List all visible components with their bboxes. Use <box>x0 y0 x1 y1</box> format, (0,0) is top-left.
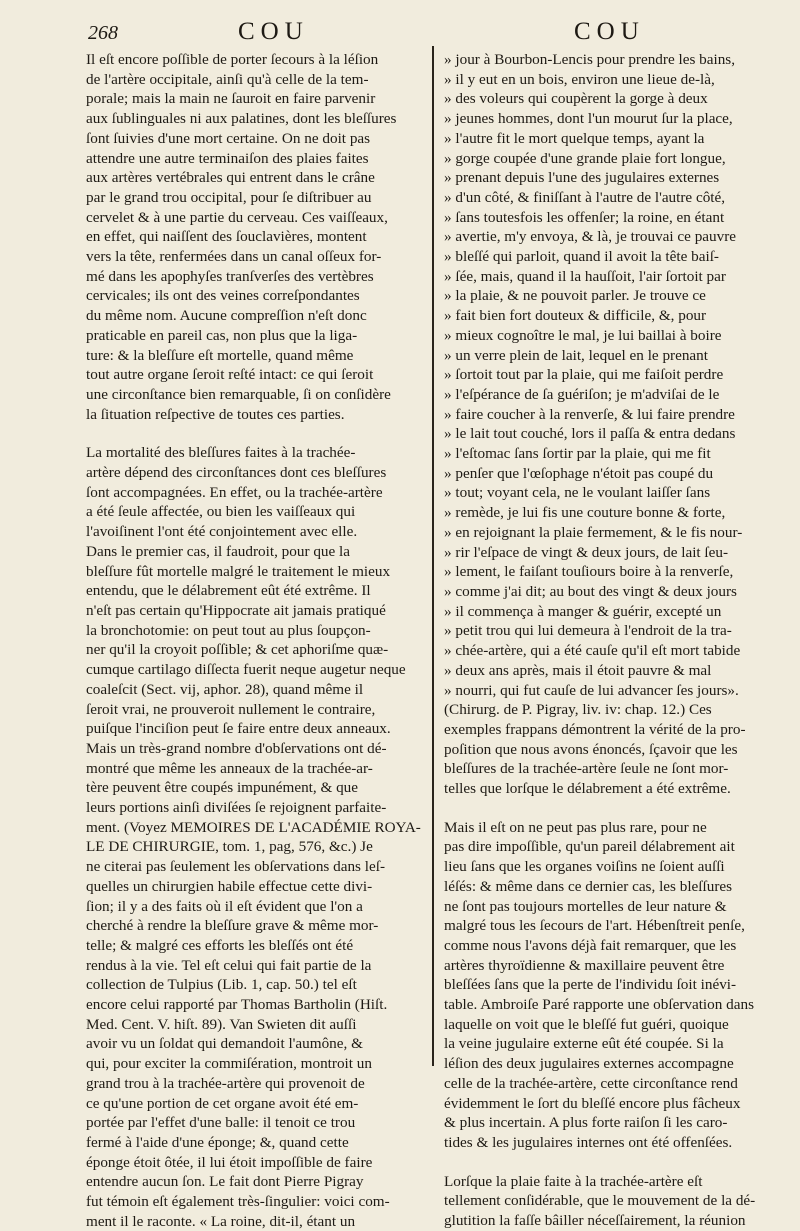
text-line: telles que lorſque le délabrement a été extrême. <box>444 780 731 798</box>
text-line: » nourri, qui fut cauſe de lui advancer ſes jours». <box>444 681 739 699</box>
text-line: ner qu'il la croyoit poſſible; & cet aphoriſme quæ- <box>86 641 389 659</box>
text-line: » petit trou qui lui demeura à l'endroit de la tra- <box>444 622 732 640</box>
text-line: aux ſublinguales ni aux palatines, dont les bleſſures <box>86 110 397 128</box>
text-line: » deux ans après, mais il étoit pauvre & mal <box>444 661 712 679</box>
text-line: » ſans toutesfois les offenſer; la roine, en étant <box>444 208 725 226</box>
text-line: artères thyroïdienne & maxillaire peuvent être <box>444 956 725 974</box>
text-line: quelles un chirurgien habile effectue cette divi- <box>86 877 373 895</box>
text-line: » fait bien fort douteux & difficile, &, pour <box>444 307 707 325</box>
text-line: » ſée, mais, quand il la hauſſoit, l'air ſortoit par <box>444 267 726 285</box>
text-line: coaleſcit (Sect. vij, aphor. 28), quand même il <box>86 680 364 698</box>
text-line: fermé à l'aide d'une éponge; &, quand cette <box>86 1133 349 1151</box>
text-line: » rir l'eſpace de vingt & deux jours, de lait ſeu- <box>444 543 729 561</box>
text-line: portée par l'effet d'une balle: il tenoit ce trou <box>86 1114 356 1132</box>
text-line: laquelle on voit que le bleſſé fut guéri, quoique <box>444 1015 729 1033</box>
paragraph-gap <box>86 424 429 443</box>
text-line: ſeroit vrai, ne prouveroit nullement le contraire, <box>86 700 376 718</box>
page-number: 268 <box>88 22 118 44</box>
text-line: » l'eſtomac ſans ſortir par la plaie, qui me fit <box>444 445 711 463</box>
running-head-left: COU <box>238 18 309 45</box>
text-line: table. Ambroiſe Paré rapporte une obſervation dans <box>444 996 754 1014</box>
text-line: puiſque l'inciſion peut ſe faire entre deux anneaux. <box>86 720 391 738</box>
text-line: tout autre organe ſeroit reſté intact: ce qui ſeroit <box>86 366 374 384</box>
column-divider <box>432 46 434 1066</box>
paragraph-gap <box>444 1153 778 1172</box>
text-line: attendre une autre terminaiſon des plaies faites <box>86 149 369 167</box>
text-line: » la plaie, & ne pouvoit parler. Je trouve ce <box>444 287 706 305</box>
text-line: ne citerai pas ſeulement les obſervations dans leſ- <box>86 858 386 876</box>
text-line: » remède, je lui fis une couture bonne & forte, <box>444 504 726 522</box>
text-line: de l'artère occipitale, ainſi qu'à celle de la tem- <box>86 70 369 88</box>
text-line: l'avoiſinent l'ont été conjointement avec elle. <box>86 523 358 541</box>
text-line: avoir vu un ſoldat qui demandoit l'aumône, & <box>86 1035 363 1053</box>
text-line: ne ſont pas toujours mortelles de leur nature & <box>444 897 727 915</box>
text-line: entendu, que le délabrement eût été extrême. Il <box>86 582 371 600</box>
text-line: tère peuvent être coupés impunément, & que <box>86 779 359 797</box>
text-line: » il y eut en un bois, environ une lieue de-là, <box>444 70 715 88</box>
text-line: qui, pour exciter la commiſération, montroit un <box>86 1055 372 1073</box>
paragraph <box>444 1172 778 1231</box>
text-line: » tout; voyant cela, ne le voulant laiſſer ſans <box>444 484 711 502</box>
text-line: cherché à rendre la bleſſure grave & même mor- <box>86 917 379 935</box>
text-line: » le lait tout couché, lors il paſſa & entra dedans <box>444 425 736 443</box>
paragraph-gap <box>444 799 778 818</box>
text-line: » prenant depuis l'une des jugulaires externes <box>444 169 720 187</box>
text-line: poſition que nous avons énoncés, ſçavoir que les <box>444 740 738 758</box>
text-line: La mortalité des bleſſures faites à la trachée- <box>86 444 356 462</box>
text-line: artère dépend des circonſtances dont ces bleſſures <box>86 464 387 482</box>
text-line: & plus incertain. A plus forte raiſon ſi les caro- <box>444 1114 728 1132</box>
text-line: Mais un très-grand nombre d'obſervations ont dé- <box>86 739 387 757</box>
text-line: » jeunes hommes, dont l'un mourut ſur la place, <box>444 110 733 128</box>
text-line: ſont ſuivies d'une mort certaine. On ne doit pas <box>86 129 371 147</box>
text-line: Med. Cent. V. hiſt. 89). Van Swieten dit auſſi <box>86 1015 357 1033</box>
text-line: cumque cartilago diſſecta fuerit neque augetur neque <box>86 661 406 679</box>
text-line: a été ſeule affectée, ou bien les vaiſſeaux qui <box>86 503 356 521</box>
text-line: lieu ſans que les organes voiſins ne ſoient auſſi <box>444 858 725 876</box>
text-line: » d'un côté, & finiſſant à l'autre de l'autre côté, <box>444 188 726 206</box>
text-line: Il eſt encore poſſible de porter ſecours à la léſion <box>86 51 379 68</box>
text-line: montré que même les anneaux de la trachée-ar- <box>86 759 373 777</box>
text-line: léſion des deux jugulaires externes accompagne <box>444 1055 734 1073</box>
text-line: exemples frappans démontrent la vérité de la pro- <box>444 720 746 738</box>
text-line: la bronchotomie: on peut tout au plus ſoupçon- <box>86 621 371 639</box>
text-line: éponge étoit ôtée, il lui étoit impoſſible de faire <box>86 1153 373 1171</box>
text-line: ſion; il y a des faits où il eſt évident que l'on a <box>86 897 363 915</box>
text-line: n'eſt pas certain qu'Hippocrate ait jamais pratiqué <box>86 601 386 619</box>
text-line: encore celui rapporté par Thomas Bartholin (Hiſt. <box>86 996 388 1014</box>
text-line: (Chirurg. de P. Pigray, liv. iv: chap. 12.) Ces <box>444 701 712 719</box>
text-line: ment il le raconte. « La roine, dit-il, étant un <box>86 1212 356 1230</box>
text-line: ce qu'une portion de cet organe avoit été em- <box>86 1094 359 1112</box>
text-line: » des voleurs qui coupèrent la gorge à deux <box>444 90 708 108</box>
text-line: en effet, qui naiſſent des ſouclavières, montent <box>86 228 367 246</box>
text-line: entendre aucun ſon. Le fait dont Pierre Pigray <box>86 1173 364 1191</box>
text-line: tellement conſidérable, que le mouvement de la dé- <box>444 1192 756 1210</box>
text-line: telle; & malgré ces efforts les bleſſés ont été <box>86 936 354 954</box>
text-line: rendus à la vie. Tel eſt celui qui fait partie de la <box>86 956 372 974</box>
text-line: léſés: & même dans ce dernier cas, les bleſſures <box>444 877 733 895</box>
text-line: une circonſtance bien remarquable, ſi on conſidère <box>86 385 391 403</box>
right-column <box>444 50 778 1231</box>
text-line: pas dire impoſſible, qu'un pareil délabrement ait <box>444 838 735 856</box>
text-line: » gorge coupée d'une grande plaie fort longue, <box>444 149 726 167</box>
text-line: bleſſures de la trachée-artère ſeule ne ſont mor- <box>444 760 729 778</box>
text-line: ſont accompagnées. En effet, ou la trachée-artère <box>86 483 383 501</box>
text-line: Mais il eſt on ne peut pas plus rare, pour ne <box>444 818 707 836</box>
text-line: » bleſſé qui parloit, quand il avoit la tête baiſ- <box>444 248 719 266</box>
text-line: » ſortoit tout par la plaie, qui me faiſoit perdre <box>444 366 724 384</box>
text-line: leurs portions ainſi diviſées ſe rejoignent parfaite- <box>86 799 387 817</box>
text-line: » jour à Bourbon-Lencis pour prendre les bains, <box>444 51 736 68</box>
text-line: du même nom. Aucune compreſſion n'eſt donc <box>86 307 367 325</box>
text-line: grand trou à la trachée-artère qui provenoit de <box>86 1074 365 1092</box>
text-line: » comme j'ai dit; au bout des vingt & deux jours <box>444 582 737 600</box>
text-line: mé dans les apophyſes tranſverſes des vertèbres <box>86 267 374 285</box>
text-line: collection de Tulpius (Lib. 1, cap. 50.) tel eſt <box>86 976 357 994</box>
paragraph <box>86 50 429 424</box>
text-line: » penſer que l'œſophage n'étoit pas coupé du <box>444 464 714 482</box>
text-line: LE DE CHIRURGIE, tom. 1, pag, 576, &c.) Je <box>86 838 373 856</box>
text-line: Lorſque la plaie faite à la trachée-artère eſt <box>444 1172 703 1190</box>
running-head-right: COU <box>574 18 645 45</box>
text-line: » lement, le faiſant touſiours boire à la renverſe, <box>444 563 734 581</box>
text-line: Dans le premier cas, il faudroit, pour que la <box>86 542 351 560</box>
text-line: » il commença à manger & guérir, excepté un <box>444 602 722 620</box>
text-line: » mieux cognoître le mal, je lui baillai à boire <box>444 326 722 344</box>
text-line: par le grand trou occipital, pour ſe diſtribuer au <box>86 188 372 206</box>
text-line: bleſſées ſans que la perte de l'individu ſoit inévi- <box>444 976 737 994</box>
text-line: la ſituation reſpective de toutes ces parties. <box>86 405 345 423</box>
text-line: » un verre plein de lait, lequel en le prenant <box>444 346 708 364</box>
text-line: évidemment le ſort du bleſſé encore plus fâcheux <box>444 1094 741 1112</box>
text-line: comme nous l'avons déjà fait remarquer, que les <box>444 936 737 954</box>
page-header <box>0 18 800 52</box>
paragraph <box>444 818 778 1153</box>
text-line: malgré tous les ſecours de l'art. Hébenſtreit penſe, <box>444 917 745 935</box>
text-line: » l'autre fit le mort quelque temps, ayant la <box>444 129 705 147</box>
paragraph <box>444 50 778 799</box>
text-line: cervelet & à une partie du cerveau. Ces vaiſſeaux, <box>86 208 388 226</box>
text-line: fut témoin eſt également très-ſingulier: voici com- <box>86 1193 390 1211</box>
text-line: » en rejoignant la plaie fermement, & le fis nour- <box>444 523 743 541</box>
text-line: praticable en pareil cas, non plus que la liga- <box>86 326 358 344</box>
text-line: celle de la trachée-artère, cette circonſtance rend <box>444 1074 738 1092</box>
text-line: porale; mais la main ne ſauroit en faire parvenir <box>86 90 376 108</box>
text-line: tides & les jugulaires internes ont été offenſées. <box>444 1133 733 1151</box>
text-line: ment. (Voyez MEMOIRES DE L'ACADÉMIE ROYA- <box>86 818 421 836</box>
text-line: la veine jugulaire externe eût été coupée. Si la <box>444 1035 724 1053</box>
text-line: aux artères vertébrales qui entrent dans le crâne <box>86 169 375 187</box>
text-line: bleſſure fût mortelle malgré le traitement le mieux <box>86 562 391 580</box>
text-line: » chée-artère, qui a été cauſe qu'il eſt mort tabide <box>444 642 741 660</box>
text-line: » avertie, m'y envoya, & là, je trouvai ce pauvre <box>444 228 737 246</box>
text-line: ture: & la bleſſure eſt mortelle, quand même <box>86 346 354 364</box>
text-line: glutition la faſſe bâiller néceſſairement, la réunion <box>444 1212 746 1230</box>
paragraph <box>86 443 429 1231</box>
text-line: vers la tête, renfermées dans un canal oſſeux for- <box>86 248 382 266</box>
text-line: » faire coucher à la renverſe, & lui faire prendre <box>444 405 735 423</box>
left-column <box>86 50 429 1231</box>
text-line: cervicales; ils ont des veines correſpondantes <box>86 287 360 305</box>
text-line: » l'eſpérance de ſa guériſon; je m'adviſai de le <box>444 385 720 403</box>
